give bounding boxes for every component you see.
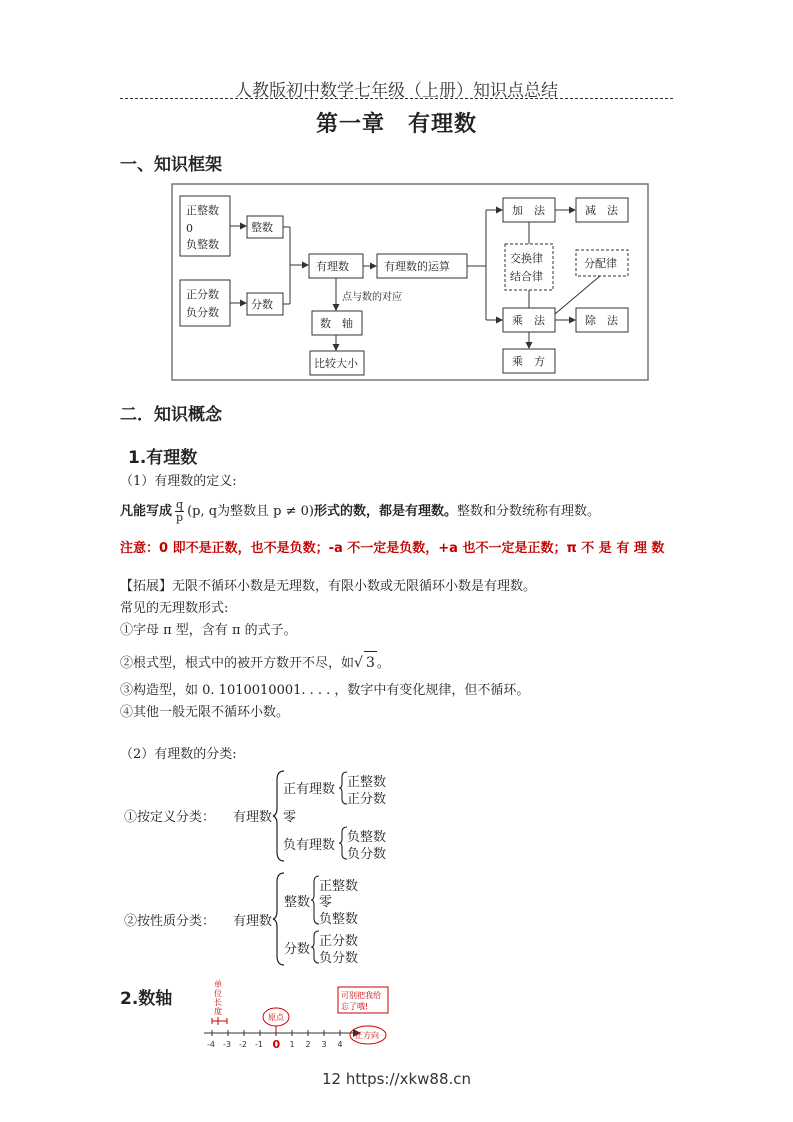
fraction-numerator: q bbox=[176, 498, 184, 511]
classification2-root: 有理数 bbox=[233, 914, 273, 929]
classification2-fraction: 分数 bbox=[284, 942, 311, 957]
classification1-positive: 正有理数 bbox=[283, 782, 336, 797]
tick-label: -2 bbox=[239, 1040, 247, 1049]
reminder-line-1: 可别把我给 bbox=[341, 991, 381, 1000]
classification2-negative-fraction: 负分数 bbox=[319, 951, 359, 966]
operations-label: 有理数的运算 bbox=[384, 260, 450, 273]
fractions-box-line2: 负分数 bbox=[186, 306, 219, 319]
integers-box-line2: 0 bbox=[186, 222, 193, 235]
power-label: 乘 方 bbox=[512, 355, 545, 368]
common-irrational-label: 常见的无理数形式: bbox=[120, 601, 229, 616]
subtraction-label: 减 法 bbox=[585, 204, 618, 217]
item2-text: ②根式型，根式中的被开方数开不尽，如 bbox=[120, 656, 355, 671]
item2-end: 。 bbox=[376, 656, 390, 671]
irrational-item-3: ③构造型，如 0. 1010010001. . . . ，数字中有变化规律，但不循环。 bbox=[120, 683, 530, 698]
definition-condition: (p, q为整数且 p ≠ 0) bbox=[187, 504, 314, 519]
laws-box bbox=[505, 244, 553, 290]
classification-by-definition-label: ①按定义分类： bbox=[124, 810, 216, 825]
origin-label: 原点 bbox=[268, 1013, 284, 1022]
classification2-positive-fraction: 正分数 bbox=[319, 934, 359, 949]
fraction-q-over-p bbox=[175, 499, 184, 524]
classification1-negative: 负有理数 bbox=[283, 838, 336, 853]
irrational-item-2 bbox=[120, 651, 390, 675]
document-header: 人教版初中数学七年级（上册）知识点总结 bbox=[235, 81, 558, 101]
subsection-heading-rational: 1.有理数 bbox=[128, 448, 198, 468]
definition-plain: 整数和分数统称有理数。 bbox=[457, 504, 601, 519]
classification-label: （2）有理数的分类: bbox=[120, 747, 237, 762]
classification-by-property-label: ②按性质分类： bbox=[124, 914, 216, 929]
classification1-negative-integer: 负整数 bbox=[347, 830, 387, 845]
unit-label-4: 度 bbox=[214, 1007, 222, 1016]
tick-label: -1 bbox=[255, 1040, 263, 1049]
point-correspondence-label: 点与数的对应 bbox=[342, 292, 402, 303]
knowledge-framework-diagram bbox=[170, 182, 650, 382]
irrational-item-4: ④其他一般无限不循环小数。 bbox=[120, 705, 290, 720]
classification2-positive-integer: 正整数 bbox=[319, 879, 359, 894]
fraction-label: 分数 bbox=[251, 298, 273, 311]
subsection-heading-number-line: 2.数轴 bbox=[120, 989, 173, 1009]
classification2-integer: 整数 bbox=[284, 895, 311, 910]
tick-label: 3 bbox=[321, 1040, 327, 1049]
fractions-box bbox=[180, 280, 230, 326]
tick-label: 2 bbox=[305, 1040, 311, 1049]
tick-label: 4 bbox=[337, 1040, 343, 1049]
unit-label-1: 单 bbox=[214, 980, 222, 989]
division-label: 除 法 bbox=[585, 314, 618, 327]
radical-sign: √ bbox=[354, 655, 363, 671]
radicand: 3 bbox=[364, 651, 377, 674]
integers-box-line3: 负整数 bbox=[186, 238, 219, 251]
rational-label: 有理数 bbox=[316, 260, 349, 273]
definition-label: （1）有理数的定义: bbox=[120, 474, 237, 489]
tick-label: -3 bbox=[223, 1040, 231, 1049]
addition-label: 加 法 bbox=[512, 204, 545, 217]
tick-label: 0 bbox=[272, 1038, 281, 1051]
diagram-frame bbox=[172, 184, 648, 380]
irrational-item-1: ①字母 π 型，含有 π 的式子。 bbox=[120, 623, 297, 638]
commutative-label: 交换律 bbox=[510, 252, 543, 265]
extension-line: 【拓展】无限不循环小数是无理数，有限小数或无限循环小数是有理数。 bbox=[120, 579, 537, 594]
page-footer: 12 https://xkw88.cn bbox=[321, 1070, 472, 1088]
unit-label-3: 长 bbox=[214, 998, 222, 1007]
tick-label: -4 bbox=[207, 1040, 215, 1049]
definition-line bbox=[120, 499, 600, 525]
multiplication-label: 乘 法 bbox=[512, 314, 545, 327]
tick-label: 1 bbox=[289, 1040, 295, 1049]
direction-label: 正方向 bbox=[355, 1031, 379, 1040]
section-heading-framework: 一、知识框架 bbox=[120, 155, 222, 175]
classification1-positive-integer: 正整数 bbox=[347, 775, 387, 790]
section-heading-concepts: 二．知识概念 bbox=[120, 405, 222, 425]
classification1-positive-fraction: 正分数 bbox=[347, 792, 387, 807]
fractions-box-line1: 正分数 bbox=[186, 288, 219, 301]
chapter-title: 第一章 有理数 bbox=[315, 112, 477, 137]
definition-bold-b: 形式的数，都是有理数。 bbox=[314, 504, 458, 519]
reminder-line-2: 忘了哦! bbox=[341, 1002, 369, 1011]
fraction-denominator: p bbox=[176, 511, 184, 524]
classification1-root: 有理数 bbox=[233, 810, 273, 825]
classification2-negative-integer: 负整数 bbox=[319, 912, 359, 927]
classification2-zero: 零 bbox=[319, 895, 333, 910]
classification1-zero: 零 bbox=[283, 810, 297, 825]
definition-bold-a: 凡能写成 bbox=[120, 504, 173, 519]
classification1-negative-fraction: 负分数 bbox=[347, 847, 387, 862]
integers-box-line1: 正整数 bbox=[186, 204, 219, 217]
header-divider bbox=[120, 98, 673, 99]
number-line-illustration bbox=[200, 975, 420, 1055]
unit-label-2: 位 bbox=[214, 989, 222, 998]
associative-label: 结合律 bbox=[510, 270, 543, 283]
number-line-label: 数 轴 bbox=[320, 317, 353, 330]
note-line: 注意：0 即不是正数，也不是负数；-a 不一定是负数，+a 也不一定是正数；π 不 是 有 理 数 bbox=[120, 541, 665, 556]
distributive-label: 分配律 bbox=[584, 257, 617, 270]
compare-label: 比较大小 bbox=[314, 357, 358, 370]
integer-label: 整数 bbox=[251, 221, 273, 234]
